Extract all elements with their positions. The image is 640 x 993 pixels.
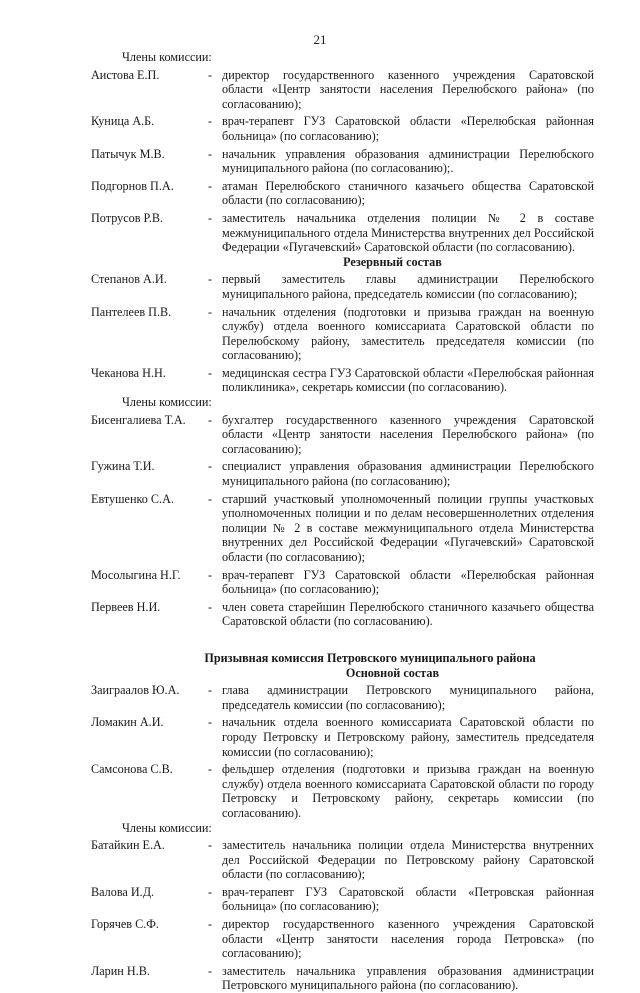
person-description: заместитель начальника управления образования администрации Петровского муниципального района (по согласованию). [222,963,594,993]
list-item [91,964,594,993]
list-item [91,211,594,255]
person-name: Самсонова С.В. [91,762,173,777]
dash-separator: - [208,715,213,730]
person-name: Подгорнов П.А. [91,178,174,193]
person-name: Куница А.Б. [91,114,155,129]
dash-separator: - [208,210,213,225]
person-description: фельдшер отделения (подготовки и призыва граждан на военную службу) отдела военного комиссариата Саратовской области по городу Петровску и Петровскому району, секретарь комиссии (по согласованию). [222,762,594,820]
section-title-petrovsky: Призывная комиссия Петровского муниципального района [204,650,536,665]
list-item [91,366,594,395]
list-item [91,68,594,112]
list-item [91,413,594,457]
person-description: атаман Перелюбского станичного казачьего общества Саратовской области (по согласованию); [222,178,594,208]
person-name: Гужина Т.И. [91,459,155,474]
list-item [91,568,594,597]
dash-separator: - [208,762,213,777]
dash-separator: - [208,412,213,427]
person-description: врач-терапевт ГУЗ Саратовской области «Перелюбская районная больница» (по согласованию); [222,567,594,597]
page-number: 21 [313,32,327,47]
person-name: Батайкин Е.А. [91,838,165,853]
dash-separator: - [208,491,213,506]
dash-separator: - [208,178,213,193]
dash-separator: - [208,459,213,474]
section-gap [91,629,594,651]
person-name: Мосолыгина Н.Г. [91,567,181,582]
dash-separator: - [208,146,213,161]
person-description: заместитель начальника отделения полиции № 2 в составе межмуниципального отдела Министерства внутренних дел Российской Федерации «Пугачевский» Саратовской области (по согласованию). [222,210,594,255]
list-item [91,179,594,208]
person-description: первый заместитель главы администрации Перелюбского муниципального района, председатель комиссии (по согласованию); [222,272,594,301]
dash-separator: - [208,272,213,287]
person-name: Пантелеев П.В. [91,304,172,319]
person-name: Бисенгалиева Т.А. [91,412,186,427]
list-reserve-leaders [91,272,594,395]
list-item [91,885,594,914]
person-description: врач-терапевт ГУЗ Саратовской области «Перелюбская районная больница» (по согласованию); [222,114,594,143]
person-name: Потрусов Р.В. [91,210,164,225]
person-name: Евтушенко С.А. [91,491,174,506]
person-name: Первеев Н.И. [91,599,161,614]
list-item [91,838,594,882]
person-description: начальник отделения (подготовки и призыва граждан на военную службу) отдела военного комиссариата Саратовской области по Перелюбскому району, заместитель председателя комиссии (по согласованию); [222,304,594,363]
person-description: член совета старейшин Перелюбского станичного казачьего общества Саратовской области (по согласованию). [222,599,594,629]
list-block1-members [91,68,594,255]
person-name: Ломакин А.И. [91,715,164,730]
dash-separator: - [208,683,213,698]
person-description: директор государственного казенного учреждения Саратовской области «Центр занятости населения города Петровска» (по согласованию); [222,917,594,961]
person-description: бухгалтер государственного казенного учреждения Саратовской области «Центр занятости населения Перелюбского района» (по согласованию); [222,412,594,456]
person-name: Степанов А.И. [91,272,167,287]
list-item [91,715,594,759]
list-item [91,762,594,820]
person-description: медицинская сестра ГУЗ Саратовской области «Перелюбская районная поликлиника», секретарь комиссии (по согласованию). [222,365,594,395]
person-description: заместитель начальника полиции отдела Министерства внутренних дел Российской Федерации по Петровскому району Саратовской области (по согласованию); [222,838,594,882]
members-label: Члены комиссии: [122,395,212,410]
dash-separator: - [208,365,213,380]
person-name: Валова И.Д. [91,884,155,899]
dash-separator: - [208,114,213,129]
person-description: начальник отдела военного комиссариата Саратовской области по городу Петровску и Петровскому району, заместитель председателя комиссии (по согласованию); [222,715,594,759]
list-item [91,272,594,301]
list-item [91,305,594,363]
section-subtitle-main: Основной состав [345,665,440,680]
dash-separator: - [208,884,213,899]
dash-separator: - [208,917,213,932]
list-reserve-members [91,413,594,629]
person-name: Заиграалов Ю.А. [91,683,180,698]
list-petrovsky-leaders [91,683,594,820]
list-item [91,492,594,565]
person-description: старший участковый уполномоченный полиции группы участковых уполномоченных полиции и по делам несовершеннолетних отделения полиции № 2 в составе межмуниципального отдела Министерства внутренних дел Российской Федерации «Пугачевский» Саратовской области (по согласованию); [222,491,594,564]
members-label: Члены комиссии: [122,820,212,835]
person-description: директор государственного казенного учреждения Саратовской области «Центр занятости населения Перелюбского района» (по согласованию); [222,67,594,111]
person-name: Аистова Е.П. [91,67,160,82]
list-petrovsky-members [91,838,594,993]
list-item [91,917,594,961]
dash-separator: - [208,963,213,978]
person-description: врач-терапевт ГУЗ Саратовской области «Петровская районная больница» (по согласованию); [222,884,594,914]
list-item [91,147,594,176]
dash-separator: - [208,599,213,614]
dash-separator: - [208,567,213,582]
person-description: специалист управления образования администрации Перелюбского муниципального района (по согласованию); [222,459,594,489]
dash-separator: - [208,838,213,853]
document-body [91,50,594,993]
person-name: Ларин Н.В. [91,963,150,978]
person-description: начальник управления образования администрации Перелюбского муниципального района (по согласованию);. [222,146,594,176]
list-item [91,459,594,488]
dash-separator: - [208,304,213,319]
section-title-reserve: Резервный состав [343,254,442,269]
members-label: Члены комиссии: [122,50,212,64]
list-item [91,114,594,143]
list-item [91,683,594,712]
person-name: Горячев С.Ф. [91,917,159,932]
dash-separator: - [208,67,213,82]
list-item [91,600,594,629]
person-description: глава администрации Петровского муниципального района, председатель комиссии (по согласованию); [222,683,594,712]
person-name: Чеканова Н.Н. [91,365,166,380]
person-name: Патычук М.В. [91,146,165,161]
